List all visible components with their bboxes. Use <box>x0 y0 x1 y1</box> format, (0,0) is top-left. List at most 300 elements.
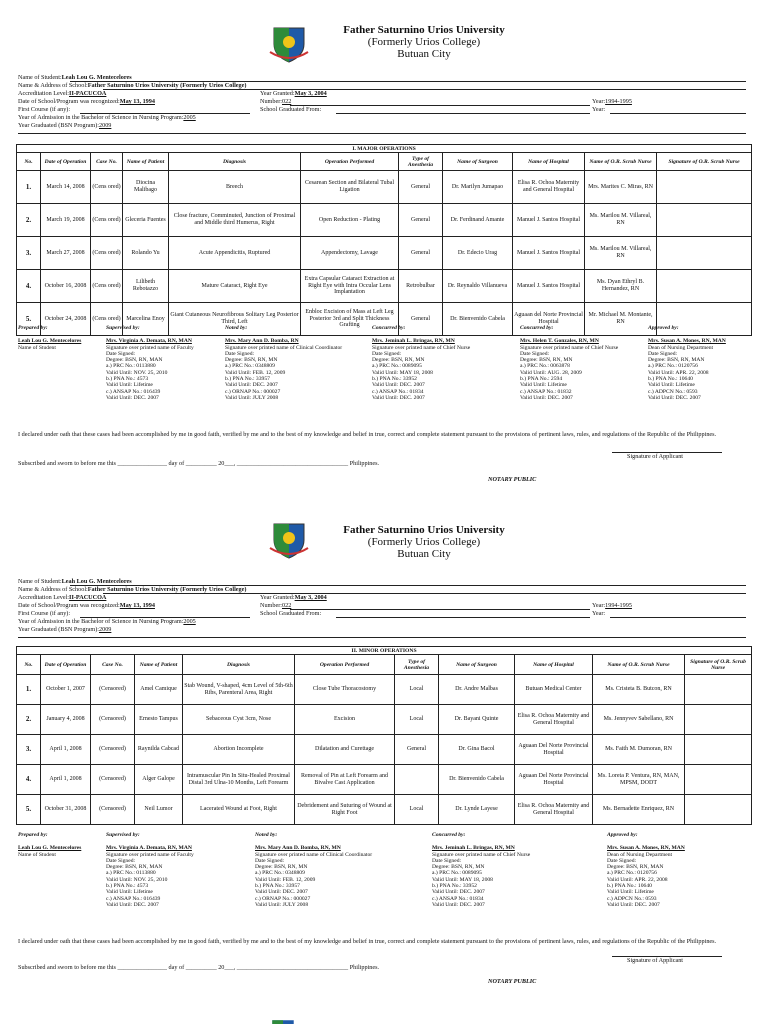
minor-cell <box>685 765 752 795</box>
signatory-name: Mrs. Jeminah L. Bringas, RN, MN <box>372 338 455 345</box>
oath-declaration: I declared under oath that these cases had been accomplished by me in good faith, verified by me and to the best of my knowledge and belief in true, correct and complete statement pursuant to the provisions of pertinent laws, rules, and regulations of the Republic of the Philippines. <box>18 938 717 945</box>
signatory-detail: Valid Until: Lifetime <box>520 382 567 389</box>
major-cell: General <box>399 303 443 336</box>
name-of-student-label: Name of Student: <box>18 578 62 585</box>
applicant-signature-label: Signature of Applicant <box>627 453 684 460</box>
signatory-detail: Valid Until: Lifetime <box>106 382 153 389</box>
accreditation-level: II-PACUCOA <box>69 90 107 97</box>
signatory-detail: Degree: BSN, RN, MN <box>372 357 425 364</box>
signatory-detail: b.) PNA No.: 33957 <box>255 883 300 890</box>
major-cell: Retrobulbar <box>399 270 443 303</box>
minor-cell: Ms. Bernadette Enriquez, RN <box>593 795 685 825</box>
minor-cell: Aguaan Del Norte Provincial Hospital <box>515 735 593 765</box>
minor-cell: 3. <box>17 735 41 765</box>
student-name: Leah Lou G. Mentecelores <box>61 578 132 585</box>
signatory-block <box>520 325 618 401</box>
accreditation-label: Accreditation Level: <box>18 90 70 97</box>
major-cell: Mr. Michael M. Montante, RN <box>585 303 657 336</box>
major-cell: Ms. Marilou M. Villareal, RN <box>585 204 657 237</box>
recognized-date: May 13, 1994 <box>119 602 155 609</box>
signatory-detail: Valid Until: MAY 18, 2008 <box>432 876 493 883</box>
minor-col-header: Name of O.R. Scrub Nurse <box>593 655 685 675</box>
major-cell: Dr. Reynaldo Villanueva <box>443 270 513 303</box>
minor-cell: Dr. Andre Malbas <box>439 675 515 705</box>
signatory-detail: Valid Until: NOV. 25, 2010 <box>106 876 168 883</box>
signatory-detail: Valid Until: JULY 2008 <box>225 394 279 401</box>
signatory-detail: Valid Until: Lifetime <box>607 889 654 896</box>
signatory-detail: Valid Until: DEC. 2007 <box>520 394 573 401</box>
year-value: 1994-1995 <box>605 602 632 609</box>
signatory-detail: Valid Until: APR. 22, 2008 <box>648 369 709 376</box>
signatory-detail: Degree: BSN, RN, MN <box>225 357 278 364</box>
signatory-detail: Valid Until: DEC. 2007 <box>372 394 425 401</box>
signatory-detail: Degree: BSN, RN, MN <box>432 864 485 871</box>
minor-col-header: Signature of O.R. Scrub Nurse <box>685 655 752 675</box>
minor-cell: Ernesto Tampus <box>135 705 183 735</box>
minor-cell: Dr. Lynde Layese <box>439 795 515 825</box>
signatory-detail: a.) PRC No.: 0348809 <box>255 870 305 877</box>
signatory-detail: Date Signed: <box>106 350 136 357</box>
major-cell: Dr. Marilyn Jumapao <box>443 171 513 204</box>
signatory-detail: Date Signed: <box>225 350 255 357</box>
notary-public-label: NOTARY PUBLIC <box>488 978 537 985</box>
minor-table-row <box>17 765 752 795</box>
signatory-detail: Valid Until: DEC. 2007 <box>372 382 425 389</box>
signatory-detail: c.) ORNAP No.: 000027 <box>255 895 311 902</box>
signatory-detail: Valid Until: MAY 18, 2008 <box>372 369 433 376</box>
signatory-detail: Dean of Nursing Department <box>607 851 673 858</box>
signatory-detail: Valid Until: FEB. 12, 2009 <box>225 369 286 376</box>
signatory-heading: Approved by: <box>648 325 679 331</box>
signatory-detail: c.) ADPCN No.: 0593 <box>607 895 657 902</box>
minor-col-header: Diagnosis <box>183 655 295 675</box>
minor-cell: 5. <box>17 795 41 825</box>
minor-cell: April 1, 2008 <box>41 765 91 795</box>
minor-cell: October 1, 2007 <box>41 675 91 705</box>
major-cell: Extra Capsular Cataract Extraction at Right Eye with Intra Occular Lens Implantation <box>301 270 399 303</box>
minor-cell: Abortion Incomplete <box>183 735 295 765</box>
major-cell: 2. <box>17 204 41 237</box>
major-cell: Gleceria Fuentes <box>123 204 169 237</box>
signatory-detail: c.) ANSAP No.: 01832 <box>520 388 572 395</box>
oath-declaration: I declared under oath that these cases had been accomplished by me in good faith, verified by me and to the best of my knowledge and belief in true, correct and complete statement pursuant to the provisions of pertinent laws, rules, and regulations of the Republic of the Philippines. <box>18 431 717 438</box>
signatory-block <box>255 832 372 908</box>
signatory-name: Mrs. Virginia A. Demata, RN, MAN <box>106 845 192 852</box>
signatory-detail: c.) ANSAP No.: 01834 <box>372 388 424 395</box>
major-cell: Breech <box>169 171 301 204</box>
signatory-detail: c.) ADPCN No.: 0593 <box>648 388 698 395</box>
minor-cell: (Censored) <box>91 735 135 765</box>
minor-cell: January 4, 2008 <box>41 705 91 735</box>
major-cell: (Cens ored) <box>91 204 123 237</box>
former-name: (Formerly Urios College) <box>367 536 481 548</box>
major-cell: 3. <box>17 237 41 270</box>
signatory-detail: Signature over printed name of Chief Nurse <box>520 344 619 351</box>
major-cell: Elisa R. Ochoa Maternity and General Hospital <box>513 171 585 204</box>
minor-cell: Elisa R. Ochoa Maternity and General Hospital <box>515 795 593 825</box>
major-cell: Cesarean Section and Bilateral Tubal Ligation <box>301 171 399 204</box>
accreditation-label: Accreditation Level: <box>18 594 70 601</box>
major-cell: General <box>399 204 443 237</box>
signatory-detail: Date Signed: <box>648 350 678 357</box>
major-col-header: Name of Patient <box>123 153 169 171</box>
major-table-row <box>17 237 752 270</box>
minor-cell: (Censored) <box>91 765 135 795</box>
major-cell: Dr. Ferdinand Amante <box>443 204 513 237</box>
minor-operations-page <box>0 504 768 1004</box>
major-col-header: Signature of O.R. Scrub Nurse <box>657 153 752 171</box>
signatory-detail: Valid Until: Lifetime <box>648 382 695 389</box>
major-cell: Dr. Edecio Urag <box>443 237 513 270</box>
major-cell: Manuel J. Santos Hospital <box>513 204 585 237</box>
school-name: Father Saturnino Urios University (Formerly Urios College) <box>87 586 247 593</box>
year-granted: May 3, 2004 <box>294 594 327 601</box>
major-col-header: Type of Anesthesia <box>399 153 443 171</box>
minor-table-row <box>17 735 752 765</box>
signatory-detail: Dean of Nursing Department <box>648 344 714 351</box>
student-name: Leah Lou G. Mentecelores <box>61 74 132 81</box>
minor-cell: Stab Wound, V-shaped, 4cm Level of 5th-6th Ribs, Parenteral Area, Right <box>183 675 295 705</box>
city: Butuan City <box>397 48 451 60</box>
signatory-detail: a.) PRC No.: 0120756 <box>607 870 657 877</box>
major-cell: (Cens ored) <box>91 171 123 204</box>
signatory-detail: c.) ANSAP No.: 016439 <box>106 895 161 902</box>
minor-cell: Ms. Loreta P. Ventura, RN, MAN, MPSM, DODT <box>593 765 685 795</box>
minor-cell: Aguaan Del Norte Provincial Hospital <box>515 765 593 795</box>
major-cell: 4. <box>17 270 41 303</box>
major-cell: Giant Cutaneous Neurofibrous Solitary Leg Posterior Third, Left <box>169 303 301 336</box>
signatory-heading: Noted by: <box>225 325 248 331</box>
first-course-label: First Course (if any): <box>18 610 71 617</box>
major-col-header: Name of Hospital <box>513 153 585 171</box>
number-label: Number: <box>260 602 282 609</box>
major-cell: Manuel J. Santos Hospital <box>513 237 585 270</box>
major-col-header: Operation Performed <box>301 153 399 171</box>
year-value: 1994-1995 <box>605 98 632 105</box>
major-cell: Marcelina Enoy <box>123 303 169 336</box>
major-operations-page <box>0 0 768 500</box>
university-name: Father Saturnino Urios University <box>343 24 505 36</box>
admission-label: Year of Admission in the Bachelor of Science in Nursing Program: <box>18 114 184 121</box>
minor-cell: Butuan Medical Center <box>515 675 593 705</box>
signatory-block <box>648 325 726 401</box>
signatory-detail: Signature over printed name of Chief Nurse <box>372 344 471 351</box>
minor-col-header: Date of Operation <box>41 655 91 675</box>
minor-cell: (Censored) <box>91 675 135 705</box>
minor-col-header: Name of Hospital <box>515 655 593 675</box>
major-cell: 5. <box>17 303 41 336</box>
signatory-name: Mrs. Virginia A. Demata, RN, MAN <box>106 338 192 345</box>
major-cell: Enbloc Excision of Mass at Left Leg Posterior 3rd and Split Thickness Grafting <box>301 303 399 336</box>
admission-year: 2005 <box>183 618 196 625</box>
signatory-detail: Degree: BSN, RN, MAN <box>106 864 163 871</box>
signatory-detail: Signature over printed name of Chief Nurse <box>432 851 531 858</box>
minor-cell: Local <box>395 675 439 705</box>
signatory-detail: Degree: BSN, RN, MN <box>520 357 573 364</box>
signatory-name: Mrs. Jeminah L. Bringas, RN, MN <box>432 845 515 852</box>
signatory-detail: a.) PRC No.: 0120756 <box>648 363 698 370</box>
signatory-detail: Valid Until: DEC. 2007 <box>106 394 159 401</box>
signatory-detail: b.) PNA No.: 33952 <box>432 883 477 890</box>
signatory-detail: Signature over printed name of Faculty <box>106 851 194 858</box>
minor-col-header: Name of Surgeon <box>439 655 515 675</box>
major-cell: Aguaan del Norte Provincial Hospital <box>513 303 585 336</box>
school-graduated-label: School Graduated From: <box>260 610 322 617</box>
minor-cell <box>685 795 752 825</box>
signatory-heading: Approved by: <box>607 832 638 838</box>
major-col-header: Case No. <box>91 153 123 171</box>
signatory-block <box>432 832 530 908</box>
signatory-detail: Name of Student <box>18 851 56 858</box>
minor-cell: Amel Camique <box>135 675 183 705</box>
major-table-row <box>17 204 752 237</box>
signatory-detail: Signature over printed name of Faculty <box>106 344 194 351</box>
major-cell: Close fracture, Comminuted, Junction of Proximal and Middle third Humerus, Right <box>169 204 301 237</box>
minor-cell: Dr. Gina Bacol <box>439 735 515 765</box>
major-cell: Dr. Bienvenido Cabela <box>443 303 513 336</box>
minor-operations-table <box>16 646 752 825</box>
minor-cell <box>685 705 752 735</box>
signatory-detail: Date Signed: <box>372 350 402 357</box>
minor-cell: Sebaceous Cyst 3cm, Nose <box>183 705 295 735</box>
major-col-header: Name of Surgeon <box>443 153 513 171</box>
signatory-detail: Date Signed: <box>255 857 285 864</box>
minor-cell: Local <box>395 705 439 735</box>
major-cell: Rolando Yu <box>123 237 169 270</box>
school-label: Name & Address of School: <box>18 82 88 89</box>
minor-cell: 4. <box>17 765 41 795</box>
signatory-block <box>372 325 470 401</box>
signatory-name: Mrs. Susan A. Mones, RN, MAN <box>607 845 685 852</box>
major-col-header: Date of Operation <box>41 153 91 171</box>
signatory-detail: a.) PRC No.: 0089095 <box>432 870 482 877</box>
signatory-detail: Valid Until: DEC. 2007 <box>648 394 701 401</box>
minor-cell: Ms. Jennyvev Sabellano, RN <box>593 705 685 735</box>
recognized-label: Date of School/Program was recognized: <box>18 602 120 609</box>
signatory-detail: Valid Until: DEC. 2007 <box>225 382 278 389</box>
major-cell: March 27, 2008 <box>41 237 91 270</box>
first-course-label: First Course (if any): <box>18 106 71 113</box>
major-cell: 1. <box>17 171 41 204</box>
accreditation-level: II-PACUCOA <box>69 594 107 601</box>
signatory-detail: Date Signed: <box>432 857 462 864</box>
signatory-detail: Valid Until: AUG. 28, 2009 <box>520 369 582 376</box>
signatory-heading: Noted by: <box>255 832 278 838</box>
signatory-heading: Concurred by: <box>520 325 554 331</box>
former-name: (Formerly Urios College) <box>367 36 481 48</box>
signatory-detail: Valid Until: DEC. 2007 <box>607 901 660 908</box>
minor-cell: (Censored) <box>91 705 135 735</box>
major-cell: General <box>399 237 443 270</box>
major-cell: Appendectomy, Lavage <box>301 237 399 270</box>
name-of-student-label: Name of Student: <box>18 74 62 81</box>
major-cell: October 24, 2008 <box>41 303 91 336</box>
signatory-detail: b.) PNA No.: 10640 <box>648 376 693 383</box>
minor-cell: Intramuscular Pin In Situ-Healed Proximal Distal 3rd Ulna-10 Months, Left Forearm <box>183 765 295 795</box>
signatory-name: Mrs. Susan A. Mones, RN, MAN <box>648 338 726 345</box>
major-cell: October 16, 2008 <box>41 270 91 303</box>
recognized-label: Date of School/Program was recognized: <box>18 98 120 105</box>
signatory-block <box>607 832 685 908</box>
year-granted: May 3, 2004 <box>294 90 327 97</box>
signatory-detail: Valid Until: DEC. 2007 <box>255 889 308 896</box>
signatory-heading: Concurred by: <box>432 832 466 838</box>
major-cell: Mrs. Marites C. Miras, RN <box>585 171 657 204</box>
major-table-row <box>17 270 752 303</box>
signatory-detail: Degree: BSN, RN, MAN <box>607 864 664 871</box>
major-cell <box>657 270 752 303</box>
minor-col-header: Case No. <box>91 655 135 675</box>
year-label: Year: <box>592 98 606 105</box>
signatory-heading: Concurred by: <box>372 325 406 331</box>
minor-cell: 1. <box>17 675 41 705</box>
minor-table-title: II. MINOR OPERATIONS <box>17 647 752 655</box>
number-value: 022 <box>282 98 292 105</box>
signatory-detail: Signature over printed name of Clinical Coordinator <box>225 344 343 351</box>
signatory-block <box>106 325 194 401</box>
signatory-block <box>225 325 342 401</box>
minor-col-header: Operation Performed <box>295 655 395 675</box>
signatory-detail: b.) PNA No.: 33957 <box>225 376 270 383</box>
graduated-label: Year Graduated (BSN Program): <box>18 626 99 633</box>
signatory-detail: Valid Until: DEC. 2007 <box>106 901 159 908</box>
minor-cell: Removal of Pin at Left Forearm and Bivalve Cast Application <box>295 765 395 795</box>
minor-cell: Close Tube Thoracostomy <box>295 675 395 705</box>
school-graduated-label: School Graduated From: <box>260 106 322 113</box>
year2-label: Year: <box>592 610 606 617</box>
signatory-detail: b.) PNA No.: 10640 <box>607 883 652 890</box>
signatory-detail: Valid Until: DEC. 2007 <box>432 889 485 896</box>
signatory-detail: a.) PRC No.: 0113880 <box>106 363 156 370</box>
university-name: Father Saturnino Urios University <box>343 524 505 536</box>
major-cell <box>657 204 752 237</box>
minor-cell: April 1, 2008 <box>41 735 91 765</box>
signatory-detail: a.) PRC No.: 0063878 <box>520 363 570 370</box>
major-table-row <box>17 171 752 204</box>
signatory-detail: a.) PRC No.: 0089095 <box>372 363 422 370</box>
major-cell: Mature Cataract, Right Eye <box>169 270 301 303</box>
signatory-detail: Valid Until: Lifetime <box>106 889 153 896</box>
major-operations-table <box>16 144 752 336</box>
minor-table-row <box>17 675 752 705</box>
signatory-heading: Supervised by: <box>106 325 140 331</box>
minor-table-row <box>17 705 752 735</box>
major-cell: Manuel J. Santos Hospital <box>513 270 585 303</box>
major-cell: Lilibeth Rebotazzo <box>123 270 169 303</box>
signatory-detail: a.) PRC No.: 0113880 <box>106 870 156 877</box>
signatory-name: Leah Lou G. Mentecelores <box>18 338 82 345</box>
year2-label: Year: <box>592 106 606 113</box>
minor-cell: Local <box>395 795 439 825</box>
signatory-detail: Valid Until: FEB. 12, 2009 <box>255 876 316 883</box>
minor-cell: Debridement and Suturing of Wound at Right Foot <box>295 795 395 825</box>
minor-cell: Raynilda Cabcad <box>135 735 183 765</box>
signatory-name: Mrs. Helen T. Gonzales, RN, MN <box>520 338 599 345</box>
minor-col-header: No. <box>17 655 41 675</box>
minor-cell: Excision <box>295 705 395 735</box>
number-label: Number: <box>260 98 282 105</box>
signatory-detail: c.) ANSAP No.: 01834 <box>432 895 484 902</box>
subscribed-sworn: Subscribed and sworn to before me this ________________ day of __________ 20___, ____________________________________ Philippines. <box>18 460 380 467</box>
signatory-name: Mrs. Mary Ann D. Bomba, RN <box>225 338 299 345</box>
minor-col-header: Name of Patient <box>135 655 183 675</box>
signatory-detail: Valid Until: APR. 22, 2008 <box>607 876 668 883</box>
major-cell <box>657 171 752 204</box>
major-col-header: Diagnosis <box>169 153 301 171</box>
minor-cell: Elisa R. Ochoa Maternity and General Hospital <box>515 705 593 735</box>
major-cell: March 14, 2008 <box>41 171 91 204</box>
school-name: Father Saturnino Urios University (Formerly Urios College) <box>87 82 247 89</box>
minor-cell: Alger Galope <box>135 765 183 795</box>
minor-cell: Ms. Cristeta B. Butcon, RN <box>593 675 685 705</box>
major-col-header: Name of O.R. Scrub Nurse <box>585 153 657 171</box>
minor-cell: Ms. Faith M. Dumoran, RN <box>593 735 685 765</box>
signatory-detail: Name of Student <box>18 344 56 351</box>
signatory-detail: b.) PNA No.: 4573 <box>106 883 149 890</box>
major-cell: (Cens ored) <box>91 237 123 270</box>
signatory-detail: Date Signed: <box>520 350 550 357</box>
signatory-detail: c.) ANSAP No.: 016439 <box>106 388 161 395</box>
school-label: Name & Address of School: <box>18 586 88 593</box>
major-cell: Acute Appendicitis, Ruptured <box>169 237 301 270</box>
signatory-detail: Degree: BSN, RN, MAN <box>106 357 163 364</box>
graduated-label: Year Graduated (BSN Program): <box>18 122 99 129</box>
signatory-detail: b.) PNA No.: 4573 <box>106 376 149 383</box>
signatory-detail: Valid Until: NOV. 25, 2010 <box>106 369 168 376</box>
signatory-name: Leah Lou G. Mentecelores <box>18 845 82 852</box>
minor-cell <box>685 735 752 765</box>
subscribed-sworn: Subscribed and sworn to before me this ________________ day of __________ 20___, ____________________________________ Philippines. <box>18 964 380 971</box>
minor-cell: General <box>395 735 439 765</box>
major-cell: March 19, 2008 <box>41 204 91 237</box>
major-cell: Ms. Marilou M. Villareal, RN <box>585 237 657 270</box>
signatory-heading: Prepared by: <box>18 832 48 838</box>
signatory-heading: Supervised by: <box>106 832 140 838</box>
admission-label: Year of Admission in the Bachelor of Science in Nursing Program: <box>18 618 184 625</box>
minor-cell: Neil Lumor <box>135 795 183 825</box>
minor-cell <box>685 675 752 705</box>
minor-cell: 2. <box>17 705 41 735</box>
signatory-block <box>18 325 81 351</box>
minor-cell: Dr. Bienvenido Cabela <box>439 765 515 795</box>
signatory-detail: Date Signed: <box>607 857 637 864</box>
signatory-detail: Degree: BSN, RN, MN <box>255 864 308 871</box>
minor-cell <box>395 765 439 795</box>
signatory-detail: Valid Until: DEC. 2007 <box>432 901 485 908</box>
year-label: Year: <box>592 602 606 609</box>
signatory-detail: Valid Until: JULY 2008 <box>255 901 309 908</box>
minor-cell: (Censored) <box>91 795 135 825</box>
signatory-detail: Signature over printed name of Clinical Coordinator <box>255 851 373 858</box>
minor-cell: Dilatation and Curettage <box>295 735 395 765</box>
applicant-signature-label: Signature of Applicant <box>627 957 684 964</box>
major-cell: (Cens ored) <box>91 270 123 303</box>
minor-cell: Lacerated Wound at Foot, Right <box>183 795 295 825</box>
signatory-detail: Date Signed: <box>106 857 136 864</box>
minor-col-header: Type of Anesthesia <box>395 655 439 675</box>
minor-cell: Dr. Bayani Quinte <box>439 705 515 735</box>
year-granted-label: Year Granted: <box>260 90 295 97</box>
signatory-detail: b.) PNA No.: 2594 <box>520 376 563 383</box>
admission-year: 2005 <box>183 114 196 121</box>
major-cell: General <box>399 171 443 204</box>
signatory-block <box>106 832 194 908</box>
graduated-year: 2009 <box>99 122 112 129</box>
signatory-heading: Prepared by: <box>18 325 48 331</box>
major-cell: Ms. Dyan Ethryl B. Hernandez, RN <box>585 270 657 303</box>
major-col-header: No. <box>17 153 41 171</box>
signatory-detail: Degree: BSN, RN, MAN <box>648 357 705 364</box>
